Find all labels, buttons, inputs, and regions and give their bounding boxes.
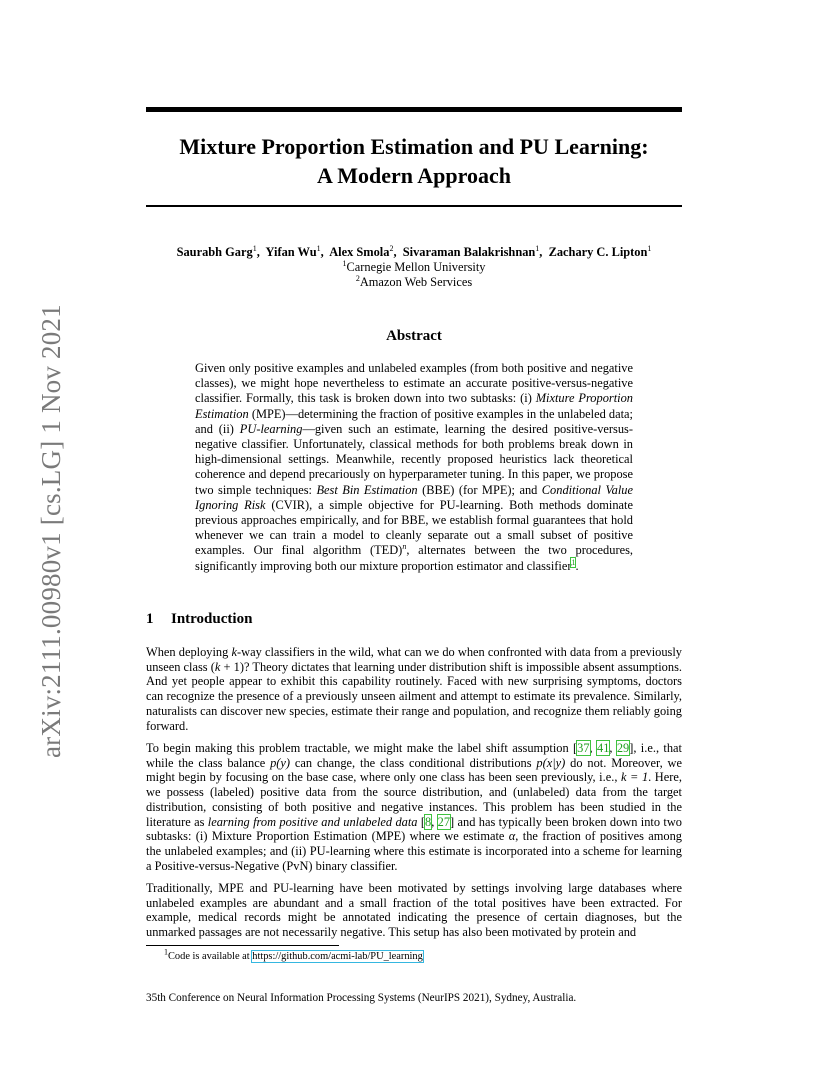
title-line-2: A Modern Approach bbox=[317, 163, 511, 188]
citation-link[interactable]: 8 bbox=[424, 814, 432, 829]
code-url-link[interactable]: https://github.com/acmi-lab/PU_learning bbox=[252, 951, 423, 962]
arxiv-identifier: arXiv:2111.00980v1 [cs.LG] 1 Nov 2021 bbox=[36, 304, 66, 758]
title-rule bbox=[146, 205, 682, 207]
citation-link[interactable]: 27 bbox=[437, 814, 451, 829]
arxiv-sidebar bbox=[16, 288, 66, 758]
paper-title bbox=[146, 132, 682, 190]
intro-paragraph: To begin making this problem tractable, we might make the label shift assumption [37, 41, 29], i.e., that while the class balance p(y) can change, the class conditional distributions p(x|y) do not. Moreover, we might begin by focusing on the base case, where only one class has been seen previously, i.e., k = 1. Here, we possess (labeled) positive data from the source distribution, and (unlabeled) data from the target distribution, consisting of both positive and negative instances. This problem has been studied in the literature as learning from positive and unlabeled data [8, 27] and has typically been broken down into two subtasks: (i) Mixture Proportion Estimation (MPE) where we estimate α, the fraction of positives among the unlabeled examples; and (ii) PU-learning where this estimate is incorporated into a scheme for learning a Positive-versus-Negative (PvN) binary classifier. bbox=[146, 741, 682, 873]
footnote-rule bbox=[146, 945, 339, 946]
abstract-heading: Abstract bbox=[386, 328, 442, 344]
author: Sivaraman Balakrishnan$^1$ bbox=[402, 243, 540, 259]
affiliation: $^1$Carnegie Mellon University bbox=[342, 258, 486, 274]
abstract-text: Given only positive examples and unlabeled examples (from both positive and negative classes), we might hope nevertheless to estimate an accurate positive-versus-negative classifier. Formally, this task is broken down into two subtasks: (i) Mixture Proportion Estimation (MPE)—determining the fraction of positive examples in the unlabeled data; and (ii) PU-learning—given such an estimate, learning the desired positive-versus-negative classifier. Unfortunately, classical methods for both problems break down in high-dimensional settings. Meanwhile, recently proposed heuristics lack theoretical coherence and depend precariously on hyperparameter tuning. In this paper, we propose two simple techniques: Best Bin Estimation (BBE) (for MPE); and Conditional Value Ignoring Risk (CVIR), a simple objective for PU-learning. Both methods dominate previous approaches empirically, and for BBE, we establish formal guarantees that hold whenever we can train a model to cleanly separate out a small subset of positive examples. Our final algorithm (TED)$^n$, alternates between the two procedures, significantly improving both our mixture proportion estimator and classifier$^1$. bbox=[195, 361, 633, 573]
footnote-link[interactable]: 1 bbox=[571, 557, 576, 567]
author: Zachary C. Lipton$^1$ bbox=[548, 243, 652, 259]
footnote: $^1$Code is available at https://github.com/acmi-lab/PU_learning bbox=[164, 947, 423, 962]
conference-footer: 35th Conference on Neural Information Processing Systems (NeurIPS 2021), Sydney, Australia. bbox=[146, 992, 577, 1004]
citation-link[interactable]: 41 bbox=[597, 741, 610, 755]
author-list: Saurabh Garg$^1$, Yifan Wu$^1$, Alex Smola$^2$, Sivaraman Balakrishnan$^1$, Zachary C. Lipton$^1$ bbox=[176, 243, 652, 259]
intro-paragraph: Traditionally, MPE and PU-learning have been motivated by settings involving large databases where unlabeled examples are abundant and a small fraction of the total positives have been extracted. For example, medical records might be annotated indicating the presence of certain diagnoses, but the unmarked passages are not necessarily negative. This setup has also been motivated by protein and bbox=[146, 881, 682, 940]
citation-link[interactable]: 37 bbox=[577, 741, 590, 755]
top-rule bbox=[146, 107, 682, 112]
author: Saurabh Garg$^1$ bbox=[176, 243, 257, 259]
affiliation: $^2$Amazon Web Services bbox=[355, 273, 473, 289]
title-line-1: Mixture Proportion Estimation and PU Learning: bbox=[179, 134, 649, 159]
author: Alex Smola$^2$ bbox=[329, 243, 394, 259]
intro-paragraph: When deploying k-way classifiers in the wild, what can we do when confronted with data from a previously unseen class (k + 1)? Theory dictates that learning under distribution shift is impossible absent assumptions. And yet people appear to exhibit this capability routinely. Faced with new surprising symptoms, doctors can recognize the presence of a previously unseen ailment and attempt to estimate its prevalence. Similarly, naturalists can discover new species, estimate their range and population, and recognize them reliably going forward. bbox=[146, 645, 682, 733]
citation-link[interactable]: 29 bbox=[616, 741, 630, 755]
section-heading-introduction: 1 Introduction bbox=[146, 611, 253, 627]
author: Yifan Wu$^1$ bbox=[265, 243, 321, 259]
